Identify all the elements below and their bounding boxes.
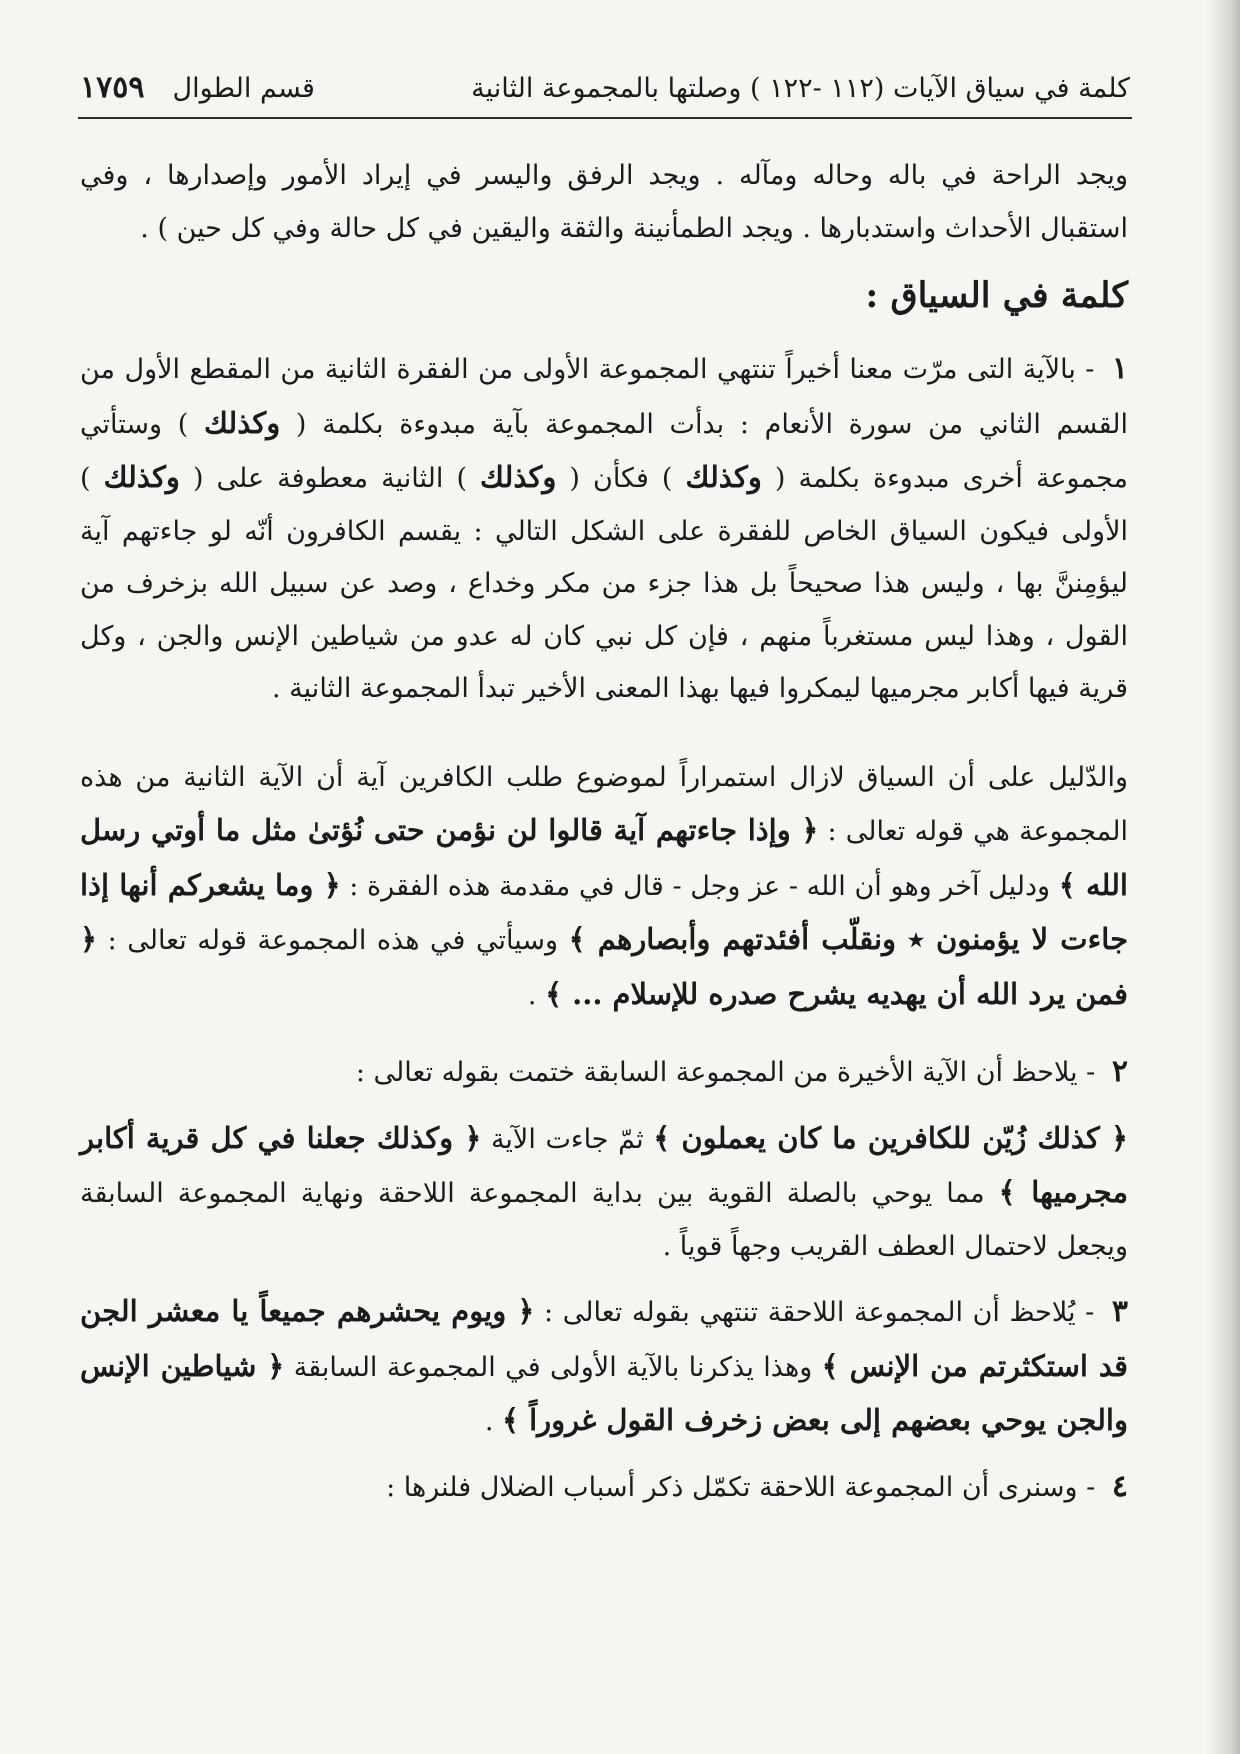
paragraph-3 [80, 1046, 1128, 1100]
quranic-verse: ﴿ شياطين الإنس والجن يوحي بعضهم إلى بعض زخرف القول غروراً ﴾ [80, 1348, 1128, 1437]
text-run: مما يوحي بالصلة القوية بين بداية المجموعة اللاحقة ونهاية المجموعة السابقة ويجعل لاحتمال العطف القريب وجهاً قوياً . [80, 1178, 1128, 1262]
body-text [80, 150, 1128, 1514]
paragraph-number: ٤ [1111, 1468, 1128, 1504]
header-part-name: قسم الطوال [172, 73, 315, 104]
text-run: ثمّ جاءت الآية [481, 1123, 654, 1155]
text-run: والدّليل على أن السياق لازال استمراراً لموضوع طلب الكافرين آية أن الآية الثانية من هذه المجموعة هي قوله تعالى : [80, 761, 1128, 847]
text-run: - يُلاحظ أن المجموعة اللاحقة تنتهي بقوله تعالى : [534, 1297, 1104, 1328]
text-run: - وسنرى أن المجموعة اللاحقة تكمّل ذكر أسباب الضلال فلنرها : [386, 1471, 1104, 1503]
intro-paragraph: ويجد الراحة في باله وحاله ومآله . ويجد الرفق واليسر في إيراد الأمور وإصدارها ، وفي استقبال الأحداث واستدبارها . ويجد الطمأنينة والثقة واليقين في كل حالة وفي كل حين ) . [80, 160, 1128, 244]
quranic-verse: ﴿ كذلك زُيّن للكافرين ما كان يعملون ﴾ [653, 1120, 1128, 1155]
quranic-verse: ﴿ ويوم يحشرهم جميعاً يا معشر الجن قد استكثرتم من الإنس ﴾ [80, 1294, 1128, 1383]
text-run: . [484, 1406, 503, 1437]
paragraph-6 [80, 1461, 1128, 1515]
running-header [80, 70, 1130, 105]
emphasis-word: وكذلك [685, 460, 762, 494]
text-run: - بالآية التى مرّت معنا أخيراً تنتهي المجموعة الأولى من الفقرة الثانية من المقطع الأول من القسم الثاني من سورة الأنعام : بدأت المجموعة بآية مبدوءة بكلمة ( [80, 354, 1128, 440]
quranic-verse: ﴿ وما يشعركم أنها إذا جاءت لا يؤمنون ٭ ونقلّب أفئدتهم وأبصارهم ﴾ [80, 867, 1128, 956]
quranic-verse: ﴿ وإذا جاءتهم آية قالوا لن نؤمن حتى نُؤتىٰ مثل ما أوتي رسل الله ﴾ [80, 813, 1128, 902]
text-run: ودليل آخر وهو أن الله - عز وجل - قال في مقدمة هذه الفقرة : [340, 870, 1059, 902]
page-edge-shadow [1206, 0, 1240, 1754]
header-rule [78, 117, 1132, 119]
paragraph-number: ٣ [1111, 1294, 1128, 1329]
text-run: ) فكأن ( [556, 463, 686, 494]
section-heading: كلمة في السياق : [865, 275, 1128, 316]
paragraph-5 [80, 1285, 1128, 1449]
paragraph-number: ١ [1111, 351, 1128, 386]
text-run: وسيأتي في هذه المجموعة قوله تعالى : [97, 925, 569, 956]
page-number: ١٧٥٩ [80, 70, 145, 105]
emphasis-word: وكذلك [480, 460, 557, 494]
paragraph-2 [80, 752, 1128, 1023]
quranic-verse: ﴿ وكذلك جعلنا في كل قرية أكابر مجرميها ﴾ [80, 1120, 1128, 1209]
text-run: ) الأولى فيكون السياق الخاص للفقرة على الشكل التالي : يقسم الكافرون أنّه لو جاءتهم آية ليؤمِننَّ بها ، وليس هذا صحيحاً بل هذا جزء من مكر وخداع ، وصد عن سبيل الله بزخرف من القول ، وهذا ليس مستغرباً منهم ، فإن كل نبي كان له عدو من شياطين الإنس والجن ، وكل قرية فيها أكابر مجرميها ليمكروا فيها بهذا المعنى الأخير تبدأ المجموعة الثانية . [80, 463, 1128, 704]
paragraph-1 [80, 343, 1128, 716]
text-run: ) الثانية معطوفة على ( [179, 463, 481, 494]
header-section-title: كلمة في سياق الآيات (١١٢ -١٢٢ ) وصلتها بالمجموعة الثانية [471, 73, 1130, 104]
paragraph-4 [80, 1112, 1128, 1274]
emphasis-word: وكذلك [103, 460, 180, 494]
paragraph-number: ٢ [1111, 1054, 1128, 1089]
text-run: ) وستأتي مجموعة أخرى مبدوءة بكلمة ( [80, 408, 1128, 494]
quranic-verse: ﴿ فمن يرد الله أن يهديه يشرح صدره للإسلام ... ﴾ [80, 922, 1128, 1011]
text-run: وهذا يذكرنا بالآية الأولى في المجموعة السابقة [284, 1351, 822, 1383]
text-run: . [527, 979, 546, 1011]
text-run: - يلاحظ أن الآية الأخيرة من المجموعة السابقة ختمت بقوله تعالى : [355, 1057, 1104, 1088]
emphasis-word: وكذلك [203, 405, 281, 440]
header-right-group [80, 70, 315, 105]
